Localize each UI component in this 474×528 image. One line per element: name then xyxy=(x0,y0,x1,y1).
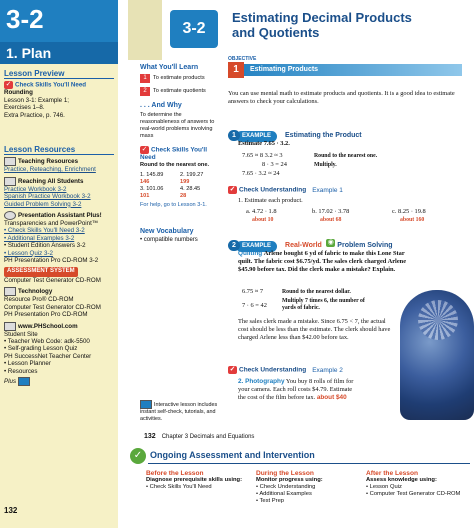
after-item: • Lesson Quiz xyxy=(366,484,402,490)
during-sub: Monitor progress using: xyxy=(256,477,323,483)
rounding-line: Extra Practice, p. 746. xyxy=(4,111,65,119)
interactive-icon xyxy=(140,400,152,409)
new-vocabulary xyxy=(140,228,224,243)
example-2-conclusion: The sales clerk made a mistake. Since 6.75 < 7, the actual cost should be less than the estimate. The clerk should have charged Arlene less than $42.00 before tax. xyxy=(238,318,391,341)
lesson-preview-heading: Lesson Preview xyxy=(4,70,114,79)
during-heading: During the Lesson xyxy=(256,470,314,477)
website-line: PH SuccessNet Teacher Center xyxy=(4,352,92,360)
and-why-text: To determine the reasonableness of answers to real-world problems involving mass xyxy=(140,112,215,139)
round-item: 3. 101.06 xyxy=(140,186,164,193)
during-item: • Check Understanding xyxy=(256,484,316,490)
objective-number: 1 xyxy=(228,62,244,78)
teaching-resources-label: Teaching Resources xyxy=(18,158,79,166)
website-line: • Lesson Planner xyxy=(4,360,51,368)
cu2-text: You buy 8 rolls of film for your camera. Each roll costs $4.79. Estimate the cost of the film before tax. xyxy=(238,378,354,401)
presentation-line[interactable]: • Check Skills You'll Need 3-2 xyxy=(4,227,85,235)
presentation-line: • Student Edition Answers 3-2 xyxy=(4,242,86,250)
example-number: 2 xyxy=(228,240,240,251)
round-item: 1. 145.89 xyxy=(140,172,164,179)
plus-logo-icon xyxy=(18,377,30,386)
footer-chapter: Chapter 3 Decimals and Equations xyxy=(161,434,255,440)
presentation-line[interactable]: • Lesson Quiz 3-2 xyxy=(4,249,53,257)
cu-title: Check Understanding xyxy=(239,186,307,194)
example-title: Estimating the Product xyxy=(285,132,362,139)
after-lesson xyxy=(366,470,474,498)
objective-bar: Estimating Products xyxy=(228,64,462,76)
during-item: • Test Prep xyxy=(256,498,285,504)
round-answer: 101 xyxy=(140,193,150,200)
assessment-line: Computer Test Generator CD-ROM xyxy=(4,276,101,284)
example-1-note: Round to the nearest one. xyxy=(314,153,378,159)
assessment-badge: ASSESSMENT SYSTEM xyxy=(4,267,78,276)
divider xyxy=(148,463,470,464)
round-item: 2. 199.27 xyxy=(180,172,204,179)
cu1-answer: about 160 xyxy=(400,217,425,223)
globe-icon xyxy=(4,322,16,331)
check-icon: ✓ xyxy=(229,366,236,373)
resource-link[interactable]: Guided Problem Solving 3-2 xyxy=(4,200,82,208)
assessment-title: Ongoing Assessment and Intervention xyxy=(150,450,315,460)
round-answer: 199 xyxy=(180,179,190,186)
globe-icon: ◉ xyxy=(327,238,334,246)
rounding-line: Exercises 1–8. xyxy=(4,104,45,112)
cu2-answer: about $40 xyxy=(316,394,347,401)
photography-label: 2. Photography xyxy=(238,378,285,385)
quilt-image xyxy=(400,290,474,420)
page-title xyxy=(232,10,472,40)
learn-item: To estimate quotients xyxy=(153,88,206,94)
check-understanding-2 xyxy=(228,366,343,374)
teaching-links[interactable]: Practice, Reteaching, Enrichment xyxy=(4,166,96,174)
example-title: Real-World xyxy=(285,242,322,249)
example-label: EXAMPLE xyxy=(236,131,277,142)
website-line: • Self-grading Lesson Quiz xyxy=(4,345,78,353)
check-understanding-1 xyxy=(228,186,343,194)
cu1-item: c. 8.25 · 19.8 xyxy=(392,208,426,215)
cu1-item: b. 17.02 · 3.78 xyxy=(312,208,350,215)
example-1-step: 8 · 3 = 24 xyxy=(262,161,287,168)
technology-line: Resource Pro® CD-ROM xyxy=(4,296,74,304)
after-item: • Computer Test Generator CD-ROM xyxy=(366,491,461,497)
rounding-line: Lesson 3-1: Example 1; xyxy=(4,96,70,104)
website-line: • Teacher Web Code: adk-5500 xyxy=(4,337,90,345)
and-why-heading: . . . And Why xyxy=(140,102,182,109)
technology-label: Technology xyxy=(18,288,53,296)
before-item: • Check Skills You'll Need xyxy=(146,484,212,490)
interactive-note xyxy=(140,400,224,422)
example-2-problem xyxy=(238,250,410,274)
example-number: 1 xyxy=(228,130,240,141)
problem-text: Arlene bought 6 yd of fabric to make this Lone Star quilt. The fabric cost $6.75/yd. The sales clerk charged Arlene $45.90 before tax. Did the clerk make a mistake? Explain. xyxy=(238,250,407,273)
website-line: Student Site xyxy=(4,330,38,338)
technology-line: PH Presentation Pro CD-ROM xyxy=(4,311,88,319)
check-circle-icon: ✓ xyxy=(130,448,146,464)
plan-header xyxy=(0,0,118,62)
learn-heading: What You'll Learn xyxy=(140,64,199,71)
title-line: Estimating Decimal Products xyxy=(232,10,412,25)
website-label[interactable]: www.PHSchool.com xyxy=(18,322,78,330)
check-skills-label: Check Skills You'll Need xyxy=(15,82,87,90)
example-2-note: Round to the nearest dollar. xyxy=(282,289,351,295)
example-2-note: Multiply 7 times 6, the number of yards of fabric. xyxy=(282,298,365,311)
resource-link[interactable]: Practice Workbook 3-2 xyxy=(4,185,67,193)
lesson-resources xyxy=(4,146,114,386)
rounding-label: Rounding xyxy=(4,89,33,97)
page-footer xyxy=(144,433,254,440)
top-tab xyxy=(128,0,162,60)
example-1-prompt: Estimate 7.65 · 3.2. xyxy=(238,140,290,147)
cu1-prompt: 1. Estimate each product. xyxy=(238,197,303,204)
technology-icon xyxy=(4,287,16,296)
presentation-line: PH Presentation Pro CD-ROM 3-2 xyxy=(4,257,99,265)
quilting-label: Quilting xyxy=(238,250,263,257)
intro-text: You can use mental math to estimate products and quotients. It is a good idea to estimate answers to check your calculations. xyxy=(228,90,455,105)
ongoing-assessment-header xyxy=(128,448,474,464)
teacher-sidebar xyxy=(0,0,118,528)
interactive-text: Interactive lesson includes instant self-check, tutorials, and activities. xyxy=(140,401,218,422)
cu-title: Check Understanding xyxy=(239,366,307,374)
book-icon xyxy=(4,157,16,166)
help-note[interactable]: For help, go to Lesson 3-1. xyxy=(140,202,207,209)
example-1-note: Multiply. xyxy=(314,162,337,168)
presentation-line[interactable]: • Additional Examples 3-2 xyxy=(4,234,75,242)
footer-page-number: 132 xyxy=(144,433,156,440)
objective-label: OBJECTIVE xyxy=(228,56,257,62)
before-lesson xyxy=(146,470,254,491)
cu-example-ref[interactable]: Example 2 xyxy=(312,366,343,374)
presentation-icon xyxy=(4,211,16,220)
objective-2-icon: 2 xyxy=(140,87,150,96)
vocab-heading: New Vocabulary xyxy=(140,228,194,235)
during-lesson xyxy=(256,470,364,505)
title-line: and Quotients xyxy=(232,25,320,40)
cu1-answer: about 68 xyxy=(320,217,342,223)
technology-line: Computer Test Generator CD-ROM xyxy=(4,303,101,311)
cu1-answer: about 10 xyxy=(252,217,274,223)
website-line: • Resources xyxy=(4,367,38,375)
cu2-prompt xyxy=(238,378,354,402)
check-skills-label: Check Skills You'll Need xyxy=(140,146,207,162)
lesson-resources-heading: Lesson Resources xyxy=(4,146,114,155)
example-2-step: 6.75 ≈ 7 xyxy=(242,288,264,295)
lesson-badge: 3-2 xyxy=(170,10,218,48)
example-label: EXAMPLE xyxy=(236,241,277,252)
example-2-bar xyxy=(228,234,464,249)
example-1-bar xyxy=(228,124,464,139)
example-2-step: 7 · 6 = 42 xyxy=(242,302,267,309)
resource-link[interactable]: Spanish Practice Workbook 3-2 xyxy=(4,193,91,201)
learn-item: To estimate products xyxy=(153,75,205,81)
cu-example-ref[interactable]: Example 1 xyxy=(312,186,343,194)
after-heading: After the Lesson xyxy=(366,470,419,477)
students-icon xyxy=(4,177,16,186)
after-sub: Assess knowledge using: xyxy=(366,477,437,483)
what-youll-learn xyxy=(140,64,220,209)
example-1-step: 7.65 ≈ 8 3.2 ≈ 3 xyxy=(242,152,283,159)
vocab-item: • compatible numbers xyxy=(140,237,198,243)
reaching-all-label: Reaching All Students xyxy=(18,177,84,185)
presentation-line: Transparencies and PowerPoint™ xyxy=(4,220,99,228)
before-sub: Diagnose prerequisite skills using: xyxy=(146,477,242,483)
lesson-number: 3-2 xyxy=(6,4,44,34)
round-prompt: Round to the nearest one. xyxy=(140,162,209,169)
during-item: • Additional Examples xyxy=(256,491,312,497)
round-answer: 28 xyxy=(180,193,187,200)
objective-1-icon: 1 xyxy=(140,74,150,83)
before-heading: Before the Lesson xyxy=(146,470,204,477)
plus-label: Plus xyxy=(4,378,17,386)
student-page xyxy=(128,0,474,440)
presentation-label: Presentation Assistant Plus! xyxy=(18,212,102,220)
example-1-step: 7.65 · 3.2 ≈ 24 xyxy=(242,170,280,177)
round-answer: 146 xyxy=(140,179,150,186)
check-icon: ✓ xyxy=(141,146,148,153)
example-title-2: Problem Solving xyxy=(337,242,393,249)
plan-title: 1. Plan xyxy=(0,42,118,64)
lesson-preview xyxy=(4,70,114,119)
check-icon: ✓ xyxy=(5,81,12,89)
cu1-item: a. 4.72 · 1.8 xyxy=(246,208,277,215)
check-icon: ✓ xyxy=(229,186,236,193)
left-page-number: 132 xyxy=(4,506,18,515)
round-item: 4. 28.45 xyxy=(180,186,201,193)
